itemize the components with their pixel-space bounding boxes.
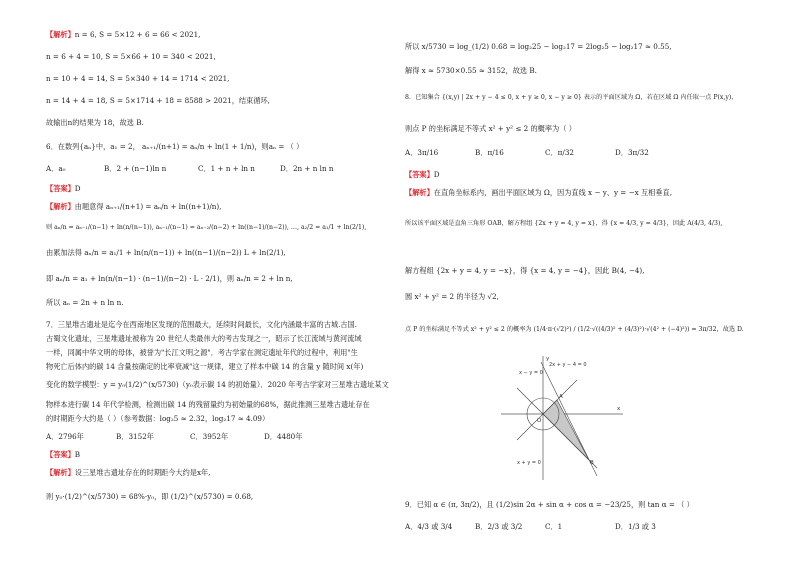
solution-8-line-4: 圆 x² + y² = 2 的半径为 √2, bbox=[405, 292, 499, 301]
label-line1: x − y = 0 bbox=[519, 370, 543, 376]
question-8-line-2: 则点 P 的坐标满足不等式 x² + y² ≤ 2 的概率为（ ） bbox=[405, 124, 576, 133]
q7-option-a: A．2796年 bbox=[46, 432, 84, 441]
question-9: 9．已知 α ∈ (π, 3π/2)，且 (1/2)sin 2α + sin α + cos α = −23/25，则 tan α = （ ） bbox=[405, 500, 694, 509]
question-6: 6．在数列{aₙ}中，a₁ = 2， aₙ₊₁/(n+1) = aₙ/n + ln(1 + 1/n)，则aₙ = （ ） bbox=[46, 142, 304, 151]
q8-option-b: B．π/16 bbox=[475, 148, 504, 157]
region-figure bbox=[497, 352, 627, 484]
label-line3: x + y = 0 bbox=[517, 460, 541, 466]
question-7-line-3: 一样，同属中华文明的母体，被誉为"长江文明之源"．考古学家在测定遗址年代的过程中，利用"生 bbox=[46, 348, 358, 357]
solution-5-line-4: n = 14 + 4 = 18, S = 5×1714 + 18 = 8588 > 2021，结束循环, bbox=[46, 96, 270, 105]
q9-option-b: B．2/3 或 3/2 bbox=[475, 522, 523, 531]
q7-option-c: C．3952年 bbox=[190, 432, 229, 441]
q9-option-d: D．1/3 或 3 bbox=[615, 522, 656, 531]
question-7-line-1: 7．三星堆古遗址是迄今在西南地区发现的范围最大，延续时间最长，文化内涵最丰富的古城.古国. bbox=[46, 320, 358, 329]
q6-option-d: D．2n + n ln n bbox=[280, 164, 334, 173]
solution-6-line-1: 【解析】由题意得 aₙ₊₁/(n+1) = aₙ/n + ln((n+1)/n), bbox=[46, 202, 222, 211]
q6-option-c: C．1 + n + ln n bbox=[198, 164, 255, 173]
q8-option-d: D．3π/32 bbox=[615, 148, 649, 157]
solution-5-line-3: n = 10 + 4 = 14, S = 5×340 + 14 = 1714 < 2021, bbox=[46, 74, 230, 83]
q6-option-b: B．2 + (n−1)ln n bbox=[104, 164, 167, 173]
question-7-line-2: 古蜀文化遗址，三星堆遗址被称为 20 世纪人类最伟大的考古发现之一，昭示了长江流域与黄河流域 bbox=[46, 334, 362, 343]
solution-7-line-3: 所以 x/5730 = log_(1/2) 0.68 = log₂25 − log₂17 = 2log₂5 − log₂17 ≈ 0.55, bbox=[405, 42, 672, 51]
question-7-line-6: 物样本进行碳 14 年代学检测，检测出碳 14 的残留量约为初始量的68%，据此推测三星堆古遗址存在 bbox=[46, 400, 370, 409]
label-line2: 2x + y − 4 = 0 bbox=[549, 362, 587, 368]
label-origin: O bbox=[537, 418, 542, 424]
solution-8-line-2: 所以该平面区域是直角三角形 OAB，解方程组 {2x + y = 4, y = x}，得 {x = 4/3, y = 4/3}，因此 A(4/3, 4/3), bbox=[405, 220, 723, 227]
q8-option-a: A．3π/16 bbox=[405, 148, 439, 157]
solution-8-line-1: 【解析】在直角坐标系内，画出平面区域为 Ω，因为直线 x − y、y = −x 互相垂直, bbox=[405, 188, 672, 197]
label-y: y bbox=[546, 356, 550, 362]
region-omega bbox=[543, 400, 589, 460]
solution-6-line-3: 由累加法得 aₙ/n = a₁/1 + ln(n/(n−1)) + ln((n−1)/(n−2)) L + ln(2/1), bbox=[46, 248, 286, 257]
solution-6-line-2: 则 aₙ/n = aₙ₋₁/(n−1) + ln(n/(n−1)), aₙ₋₁/(n−1) = aₙ₋₂/(n−2) + ln((n−1)/(n−2)), …, a₂/2 = a₁/1 + ln(2/1), bbox=[46, 224, 367, 231]
question-7-line-7: 的时期距今大约是（ ）（参考数据：log₂5 ≈ 2.32，log₂17 ≈ 4.09） bbox=[46, 414, 270, 423]
q6-option-a: A．a₀ bbox=[46, 164, 66, 173]
solution-7-line-1: 【解析】设三星堆古遗址存在的时期距今大约是x年, bbox=[46, 468, 211, 477]
label-x: x bbox=[617, 406, 621, 412]
solution-5-line-2: n = 6 + 4 = 10, S = 5×66 + 10 = 340 < 2021, bbox=[46, 52, 216, 61]
solution-6-line-4: 即 aₙ/n = a₁ + ln(n/(n−1) · (n−1)/(n−2) · L · 2/1)，则 aₙ/n = 2 + ln n, bbox=[46, 274, 293, 283]
q8-option-c: C．π/32 bbox=[545, 148, 574, 157]
solution-8-line-3: 解方程组 {2x + y = 4, y = −x}，得 {x = 4, y = −4}，因此 B(4, −4), bbox=[405, 266, 645, 275]
answer-8: 【答案】D bbox=[405, 170, 440, 179]
solution-5-line-5: 故输出n的结果为 18，故选 B. bbox=[46, 118, 144, 127]
solution-7-line-2: 则 y₀·(1/2)^(x/5730) = 68%·y₀，即 (1/2)^(x/5730) = 0.68, bbox=[46, 492, 254, 501]
answer-6: 【答案】D bbox=[46, 184, 81, 193]
label-a: A bbox=[559, 394, 563, 400]
solution-7-line-4: 解得 x ≈ 5730×0.55 ≈ 3152，故选 B. bbox=[405, 66, 537, 75]
q7-option-d: D．4480年 bbox=[264, 432, 303, 441]
answer-7: 【答案】B bbox=[46, 450, 81, 459]
question-8-line-1: 8．已知集合 {(x,y) | 2x + y − 4 ≤ 0, x + y ≥ 0, x − y ≥ 0} 表示的平面区域为 Ω，若在区域 Ω 内任取一点 P(x,y)， bbox=[405, 94, 738, 101]
q7-option-b: B．3152年 bbox=[116, 432, 154, 441]
q9-option-c: C．1 bbox=[545, 522, 563, 531]
label-b: B bbox=[590, 460, 594, 466]
solution-6-line-5: 所以 aₙ = 2n + n ln n. bbox=[46, 298, 124, 307]
q9-option-a: A．4/3 或 3/4 bbox=[405, 522, 453, 531]
solution-8-line-5: 点 P 的坐标满足不等式 x² + y² ≤ 2 的概率为 (1/4·π·(√2)²) / (1/2·√((4/3)² + (4/3)²)·√(4² + (−4)²)) = 3π/32，故选 D. bbox=[405, 326, 744, 333]
solution-5-line-1: 【解析】n = 6, S = 5×12 + 6 = 66 < 2021, bbox=[46, 30, 201, 39]
question-7-line-4: 物死亡后体内的碳 14 含量按确定的比率衰减"这一规律，建立了样本中碳 14 的含量 y 随时间 x(年) bbox=[46, 362, 364, 371]
question-7-line-5: 变化的数学模型：y = y₀(1/2)^(x/5730)（y₀表示碳 14 的初始量）．2020 年考古学家对三星堆古遗址某文 bbox=[46, 380, 389, 389]
